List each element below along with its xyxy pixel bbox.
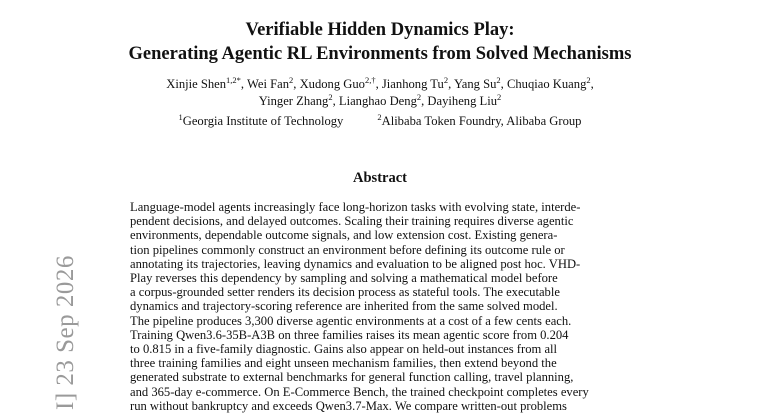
author: Jianhong Tu$^2$, [381, 75, 454, 91]
abstract-line: three training families and eight unseen mechanism families, then extend beyond the [130, 356, 557, 371]
abstract-heading: Abstract [353, 170, 407, 186]
abstract-line: dynamics and trajectory-scoring reference are inherited from the same solved model. [130, 299, 558, 314]
abstract-line: annotating its trajectories, leaving dynamics and evaluation to be aligned post hoc. VHD- [130, 256, 581, 271]
abstract-line: The pipeline produces 3,300 diverse agentic environments at a cost of a few cents each. [130, 313, 572, 328]
abstract-line: and 365-day e-commerce. On E-Commerce Bench, the trained checkpoint completes every [130, 384, 589, 399]
author-list [130, 76, 630, 110]
title-line-1: Verifiable Hidden Dynamics Play: [245, 20, 515, 40]
author: Yang Su$^2$, [453, 75, 507, 91]
author-line-2 [130, 93, 630, 110]
affiliations [0, 114, 760, 129]
author: Xudong Guo$^{2,\dagger}$, [299, 75, 382, 91]
author-line-1 [130, 76, 630, 93]
abstract-line: pendent decisions, and delayed outcomes. Scaling their training requires diverse agentic [130, 214, 574, 229]
author: Chuqiao Kuang$^2$, [506, 75, 594, 91]
author: Wei Fan$^2$, [247, 75, 300, 91]
abstract-line: Language-model agents increasingly face long-horizon tasks with evolving state, interde- [130, 200, 581, 214]
abstract-line: environments, dependable outcome signals, and low extension cost. Existing genera- [130, 228, 558, 243]
author: Xinjie Shen$^{1,2*}$, [166, 75, 247, 91]
affiliation: $^2$Alibaba Token Foundry, Alibaba Group [377, 112, 582, 128]
author: Lianghao Deng$^2$, [338, 92, 428, 108]
abstract-body [130, 200, 630, 413]
author: Dayiheng Liu$^2$ [427, 92, 502, 108]
abstract-line: tion pipelines commonly construct an environment before defining its outcome rule or [130, 242, 565, 257]
abstract-line: Play reverses this dependency by sampling and solving a mathematical model before [130, 271, 558, 286]
abstract-line: a corpus-grounded setter renders its decision process as stateful tools. The executable [130, 285, 560, 300]
abstract-line: run without bankruptcy and exceeds Qwen3.7-Max. We compare written-out problems [130, 398, 567, 413]
abstract-line: to 0.815 in a five-family diagnostic. Gains also appear on held-out instances from all [130, 342, 558, 357]
arxiv-stamp-text: I] 23 Sep 2026 [52, 255, 79, 410]
paper-title [0, 18, 760, 66]
abstract-line: generated substrate to external benchmarks for general function calling, travel planning, [130, 370, 574, 385]
author: Yinger Zhang$^2$, [258, 92, 339, 108]
affiliation: $^1$Georgia Institute of Technology [178, 112, 344, 128]
title-line-2: Generating Agentic RL Environments from Solved Mechanisms [128, 44, 632, 64]
abstract-line: Training Qwen3.6-35B-A3B on three families raises its mean agentic score from 0.204 [130, 327, 569, 342]
